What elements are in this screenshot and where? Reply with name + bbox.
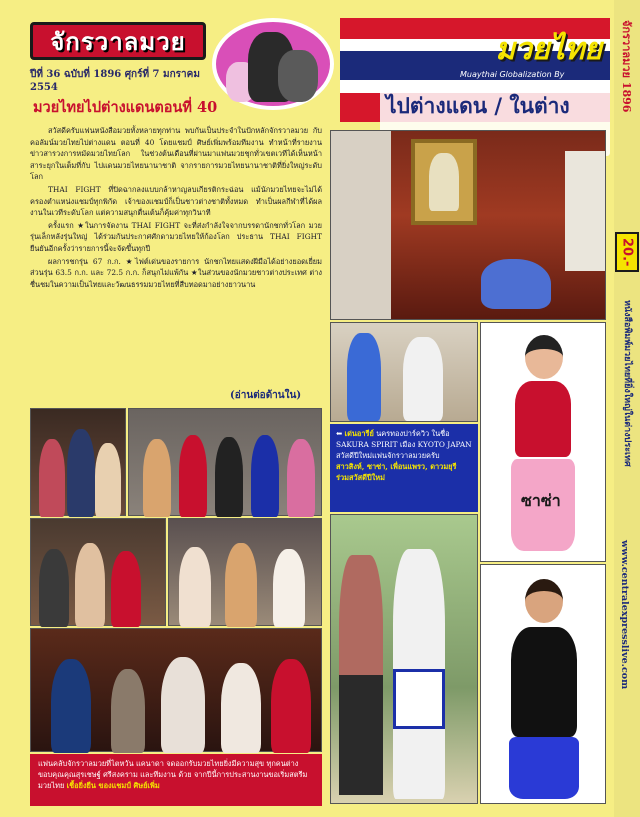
photo-three-people	[330, 514, 478, 804]
banner-title: มวยไทย	[495, 32, 602, 67]
photo-girl-black-top	[480, 564, 606, 804]
article-paragraph: ครั้งแรก ★ในการจัดงาน THAI FIGHT จะที่ส่งกำลังใจจากบรรดานักชกทั่วโลก มวยรุ่นเล็กหลังรุ่นใหญ่ ได้ร่วมกันประกาศศักดามวยไทยให้ก้องโลก ประธาน THAI FIGHT ยืนยันอีกครั้งว่ารายการนี้จะจัดขึ้นทุกปี	[30, 220, 322, 253]
photo-room-portrait	[330, 130, 606, 320]
caption-red-text: แฟนคลับจักรวาลมวยที่ไตหวัน แคนาดา จดออกรับมวยไทยยิ่งมีความสุข ทุกคนต่างขอบคุณคุณสุรเชษฐ์ ศรีสงคราม และทีมงาน ด้วย จากปีนี้การประสานงานขอเริ่มสตรีมมวยไทย	[38, 759, 308, 790]
banner-tagline: ไปต่างแดน / ในต่าง	[380, 90, 610, 156]
continued-note: (อ่านต่อด้านใน)	[230, 390, 302, 401]
article-paragraph: สวัสดีครับแฟนหนังสือมวยทั้งหลายทุกท่าน พบกันเป็นประจำในปักหลักจักรวาลมวย กับคอลัมน์มวยไทยไปต่างแดน ตอนที่ 40 โดยแชมป์ ศิษย์เพิ่มพร้อมทีมงาน ทำหน้าที่รายงานข่าวสารวงการหมัดมวยไทยโลก ในช่วงต้นเดือนที่ผ่านมาแฟนมวยชุกทั่วเขตเวทีได้เห็นหน้าสาระยุกในเต็มที่กับ ไปแดนมวยไทยนานาชาติ จากรายการมวยไทยนานาชาติที่ยิ่งใหญ่ระดับโลก	[30, 126, 322, 182]
caption-red-box	[30, 754, 322, 806]
photo-fans-group-1	[30, 408, 126, 516]
caption-blue-box	[330, 424, 478, 512]
photo-dinner-group	[30, 628, 322, 752]
article-headline: มวยไทยไปต่างแดนตอนที่ 40	[33, 99, 218, 116]
photo-girl-red-top	[480, 322, 606, 562]
photo-fans-group-3	[168, 518, 322, 626]
shorts-label: ซาซ่า	[521, 491, 561, 510]
fighters-illustration	[212, 18, 334, 110]
caption-arrow-icon: ⬅	[336, 429, 345, 438]
price-text: 20.-	[619, 237, 635, 267]
article-body	[30, 125, 322, 385]
issue-line: ปีที่ 36 ฉบับที่ 1896 ศุกร์ที่ 7 มกราคม 2554	[30, 69, 200, 93]
photo-fans-group-2	[30, 518, 166, 626]
caption-blue-names: สาวสิงห์, ซาซ่า, เพื่อนแพรว, ดาวมยุรี ร่วมสวัสดีปีใหม่	[336, 462, 457, 482]
side-paper-name: จักรวาลมวย 1896	[620, 20, 633, 113]
caption-blue-text: นครทองปาร์ควิว ในชื่อ SAKURA SPIRIT เมือง KYOTO JAPAN สวัสดีปีใหม่แฟนจักรวาลมวยครับ	[336, 429, 472, 460]
photo-fighter-with-elder	[330, 322, 478, 422]
price-badge	[615, 232, 639, 272]
article-paragraph: THAI FIGHT ที่ปิดฉากลงแบบกล้าหาญลบเกียรติกระฉ่อน แม้นักมวยไทยจะไม่ได้ครองตำแหน่งแชมป์ทุกพิกัด เจ้าของแชมป์ก็เป็นชาวต่างชาติทั้งหมด ทำเป็นผลกีฬาที่ได้ผลงานในเวทีระดับโลก แต่ความสนุกตื่นเต้นก็คุ้มค่าทุกวินาที	[30, 184, 322, 218]
side-slogan: หนังสือพิมพ์มวยไทยที่ยิ่งใหญ่ในต่างประเทศ	[622, 300, 632, 467]
masthead-logo-text: จักรวาลมวย	[50, 26, 186, 56]
caption-blue-lead: เด่นอารีย์	[344, 429, 374, 438]
article-paragraph: ผลการชกรุ่น 67 ก.ก. ★ไฟต์เด่นของรายการ นักชกไทยแสดงฝีมือได้อย่างยอดเยี่ยม ส่วนรุ่น 63.5 ก.ก. และ 72.5 ก.ก. ก็สนุกไม่แพ้กัน ★ในส่วนของนักมวยชาวต่างประเทศ ต่างชื่นชมในความเป็นไทยและวัฒนธรรมมวยไทยที่สืบทอดมาอย่างยาวนาน	[30, 256, 322, 289]
photo-fighters-line	[128, 408, 322, 516]
caption-red-credit: เชื้อยิ่งยืน ของแชมป์ ศิษย์เพิ่ม	[66, 781, 160, 790]
masthead-logo	[30, 22, 206, 60]
banner-subtitle: Muaythai Globalization By Champ_sapem	[460, 70, 565, 88]
side-website[interactable]: www.centralexpresslive.com	[619, 540, 630, 690]
thai-flag-banner	[340, 18, 610, 122]
